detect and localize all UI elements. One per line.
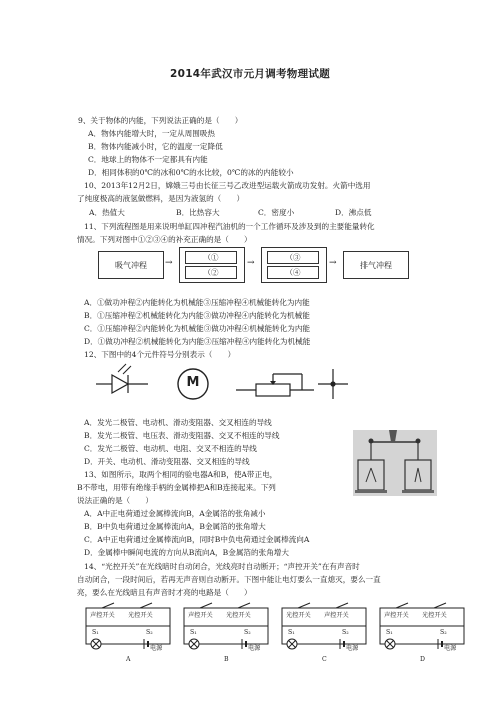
q14-stem-line3: 亮，要么在光线暗且有声音时才亮的电路是（ ） xyxy=(77,588,252,597)
circuit-source-label: 电源 xyxy=(150,645,163,652)
q11-stem-line2: 情况。下列对图中①②③④的补充正确的是（ ） xyxy=(77,235,252,244)
q11-option-b: B．①压缩冲程②机械能转化为内能③做功冲程④内能转化为机械能 xyxy=(84,311,310,320)
q11-option-d: D．①做功冲程②机械能转化为内能③压缩冲程④内能转化为机械能 xyxy=(84,337,311,346)
electroscope-figure xyxy=(353,430,437,496)
switch-s2-icon xyxy=(238,603,250,608)
q9-option-c: C．地球上的物体不一定都具有内能 xyxy=(88,155,208,164)
flow-slot-3: （③ xyxy=(267,251,319,264)
switch-s2-icon xyxy=(140,603,152,608)
q14-stem-line1: 14、“光控开关”在光线暗时自动闭合，光线亮时自动断开；“声控开关”在有声音时 xyxy=(84,562,360,571)
circuit-s2-label: S₂ xyxy=(146,629,153,636)
q12-stem: 12、下图中的4个元件符号分别表示（ ） xyxy=(84,350,236,359)
q10-option-d: D．沸点低 xyxy=(335,208,372,217)
q12-option-c: C．发光二极管、电动机、电阻、交叉不相连的导线 xyxy=(84,444,257,453)
circuit-switch2-label: 光控开关 xyxy=(128,612,153,619)
q13-stem-line2: B不带电，用带有绝缘手柄的金属棒把A和B连接起来。下列 xyxy=(77,483,276,492)
circuit-switch1-label: 声控开关 xyxy=(188,612,213,619)
flow-slot-1: （① xyxy=(185,251,237,264)
q12-option-d: D．开关、电动机、滑动变阻器、交叉相连的导线 xyxy=(84,457,250,466)
q9-option-d: D．相同体积的0℃的冰和0℃的水比较，0℃的冰的内能较小 xyxy=(88,168,294,177)
q10-option-c: C．密度小 xyxy=(258,208,295,217)
circuit-letter-label: D xyxy=(420,656,425,663)
circuit-s1-label: S₁ xyxy=(190,629,197,636)
q9-option-b: B．物体内能减小时，它的温度一定降低 xyxy=(88,142,223,151)
q13-stem-line1: 13、如图所示，取两个相同的验电器A和B，使A带正电， xyxy=(84,470,278,479)
q9-stem: 9、关于物体的内能，下列说法正确的是（ ） xyxy=(78,116,243,125)
arrow-right-icon: → xyxy=(329,258,337,268)
flow-slot-4: （④ xyxy=(267,266,319,279)
page-title: 2014年武汉市元月调考物理试题 xyxy=(169,68,331,80)
switch-s1-icon xyxy=(396,603,408,608)
led-symbol-icon xyxy=(96,364,156,404)
circuit-s1-label: S₁ xyxy=(288,629,295,636)
circuit-s2-label: S₂ xyxy=(342,629,349,636)
flow-intake-stroke: 吸气冲程 xyxy=(98,251,164,279)
circuit-s1-label: S₁ xyxy=(92,629,99,636)
q12-option-a: A．发光二极管、电动机、滑动变阻器、交叉相连的导线 xyxy=(84,418,272,427)
q13-option-b: B．B中负电荷通过金属棒流向A，B金属箔的张角增大 xyxy=(84,522,266,531)
circuit-source-label: 电源 xyxy=(248,645,261,652)
q10-stem-line1: 10、2013年12月2日，嫦娥三号由长征三号乙改进型运载火箭成功发射。火箭中选用 xyxy=(84,181,371,190)
q10-option-a: A．热值大 xyxy=(89,208,125,217)
flow-exhaust-stroke: 排气冲程 xyxy=(343,251,409,279)
q9-option-a: A．物体内能增大时，一定从周围吸热 xyxy=(88,129,215,138)
q13-option-c: C．A中正电荷通过金属棒流向B，同时B中负电荷通过金属棒流向A xyxy=(84,535,310,544)
circuit-s1-label: S₁ xyxy=(386,629,393,636)
q10-option-b: B．比热容大 xyxy=(176,208,220,217)
q11-option-a: A．①做功冲程②内能转化为机械能③压缩冲程④机械能转化为内能 xyxy=(84,298,310,307)
motor-symbol-letter: M xyxy=(186,375,200,390)
switch-s2-icon xyxy=(336,603,348,608)
circuit-s2-label: S₂ xyxy=(244,629,251,636)
circuit-source-label: 电源 xyxy=(346,645,359,652)
flow-slot-2: （② xyxy=(185,266,237,279)
q12-option-b: B．发光二极管、电压表、滑动变阻器、交叉不相连的导线 xyxy=(84,431,280,440)
q14-stem-line2: 自动闭合，一段时间后，若再无声音则自动断开。下图中能让电灯要么一直熄灭，要么一直 xyxy=(77,575,381,584)
circuit-switch2-label: 声控开关 xyxy=(324,612,349,619)
switch-s1-icon xyxy=(200,603,212,608)
q13-option-a: A．A中正电荷通过金属棒流向B，A金属箔的张角减小 xyxy=(84,509,266,518)
circuit-switch1-label: 光控开关 xyxy=(286,612,311,619)
circuit-switch2-label: 光控开关 xyxy=(422,612,447,619)
circuit-letter-label: C xyxy=(322,656,327,663)
circuit-switch2-label: 光控开关 xyxy=(226,612,251,619)
circuit-letter-label: B xyxy=(224,656,229,663)
arrow-right-icon: → xyxy=(247,258,255,268)
q13-stem-line3: 说法正确的是（ ） xyxy=(77,496,153,505)
q11-option-c: C．①压缩冲程②内能转化为机械能③做功冲程④机械能转化为内能 xyxy=(84,324,311,333)
circuit-switch1-label: 声控开关 xyxy=(384,612,409,619)
q10-stem-line2: 了纯度极高的液氢做燃料，是因为液氢的（ ） xyxy=(77,194,245,203)
q13-option-d: D．金属棒中瞬间电流的方向从B流向A，B金属箔的张角增大 xyxy=(84,548,289,557)
q11-stem-line1: 11、下列流程图是用来说明单缸四冲程汽油机的一个工作循环及涉及到的主要能量转化 xyxy=(84,222,375,231)
switch-s1-icon xyxy=(298,603,310,608)
switch-s1-icon xyxy=(102,603,114,608)
circuit-s2-label: S₂ xyxy=(440,629,447,636)
circuit-source-label: 电源 xyxy=(444,645,457,652)
arrow-right-icon: → xyxy=(165,258,173,268)
rheostat-symbol-icon xyxy=(236,364,316,404)
circuit-switch1-label: 声控开关 xyxy=(90,612,115,619)
circuit-letter-label: A xyxy=(126,656,131,663)
switch-s2-icon xyxy=(434,603,446,608)
junction-symbol-icon xyxy=(318,369,348,399)
